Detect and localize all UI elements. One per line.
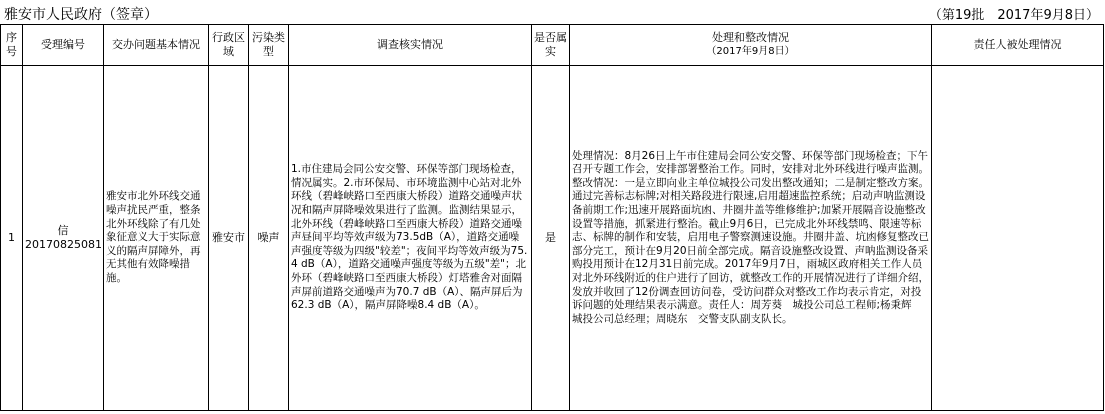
cell-accountability xyxy=(932,66,1104,411)
cell-verified: 是 xyxy=(532,66,570,411)
cell-handling: 处理情况：8月26日上午市住建局会同公安交警、环保等部门现场检查；下午召开专题工作会，安排部署整治工作。同时，安排对北外环线进行噪声监测。整改情况：一是立即向业主单位城投公司发出整改通知；二是制定整改方案。通过完善标志标牌;对相关路段进行限速,启用超速监控系统；启动声呐监测设备前期工作;迅速开展路面坑凼、井圈井盖等维修维护;加紧开展隔音设施整改设置等措施，抓紧进行整治。截止9月6日，已完成北外环线禁鸣、限速等标志、标牌的制作和安装，启用电子警察测速设施。井圈井盖、坑凼修复整改已部分完工，预计在9月20日前全部完成。隔音设施整改设置、声呐监测设备采购投用预计在12月31日前完成。2017年9月7日，雨城区政府相关工作人员对北外环线附近的住户进行了回访，就整改工作的开展情况进行了详细介绍，发放并收回了12份调查回访问卷，受访问群众对整改工作均表示肯定，对投诉问题的处理结果表示满意。责任人：周芳葵 城投公司总工程师;杨秉辉 城投公司总经理；周晓东 交警支队副支队长。 xyxy=(570,66,932,411)
cell-pollution: 噪声 xyxy=(249,66,289,411)
case-table xyxy=(0,24,1104,411)
col-header-id: 受理编号 xyxy=(23,25,104,66)
col-header-accountability: 责任人被处理情况 xyxy=(932,25,1104,66)
issuer-title: 雅安市人民政府（签章） xyxy=(4,7,158,23)
cell-district: 雅安市 xyxy=(209,66,249,411)
batch-date: （第19批 2017年9月8日） xyxy=(928,8,1099,23)
col-header-handling xyxy=(570,25,932,66)
col-header-investigation: 调查核实情况 xyxy=(289,25,532,66)
col-header-district: 行政区域 xyxy=(209,25,249,66)
col-header-handling-date: （2017年9月8日） xyxy=(706,46,795,57)
col-header-pollution: 污染类型 xyxy=(249,25,289,66)
document-header xyxy=(0,0,1105,24)
cell-issue: 雅安市北外环线交通噪声扰民严重，整条北外环线除了有几处象征意义大于实际意义的隔声屏障外，再无其他有效降噪措施。 xyxy=(104,66,209,411)
col-header-verified: 是否属实 xyxy=(532,25,570,66)
cell-seq: 1 xyxy=(1,66,23,411)
cell-investigation: 1.市住建局会同公安交警、环保等部门现场检查，情况属实。2.市环保局、市环境监测中心站对北外环线（碧峰峡路口至西康大桥段）道路交通噪声状况和隔声屏降噪效果进行了监测。监测结果显示，北外环线（碧峰峡路口至西康大桥段）道路交通噪声昼间平均等效声级为73.5dB（A），道路交通噪声强度等级为四级"较差"；夜间平均等效声级为75.4 dB（A），道路交通噪声强度等级为五级"差"；北外环（碧峰峡路口至西康大桥段）灯塔雅舍对面隔声屏前道路交通噪声为70.7 dB（A）、隔声屏后为62.3 dB（A），隔声屏降噪8.4 dB（A）。 xyxy=(289,66,532,411)
col-header-issue: 交办问题基本情况 xyxy=(104,25,209,66)
cell-id-prefix: 信 xyxy=(57,224,69,237)
header-row xyxy=(1,25,1104,66)
col-header-handling-title: 处理和整改情况 xyxy=(712,31,789,44)
cell-id-number: 20170825081 xyxy=(25,238,102,251)
col-header-seq: 序号 xyxy=(1,25,23,66)
table-row xyxy=(1,66,1104,411)
cell-id xyxy=(23,66,104,411)
